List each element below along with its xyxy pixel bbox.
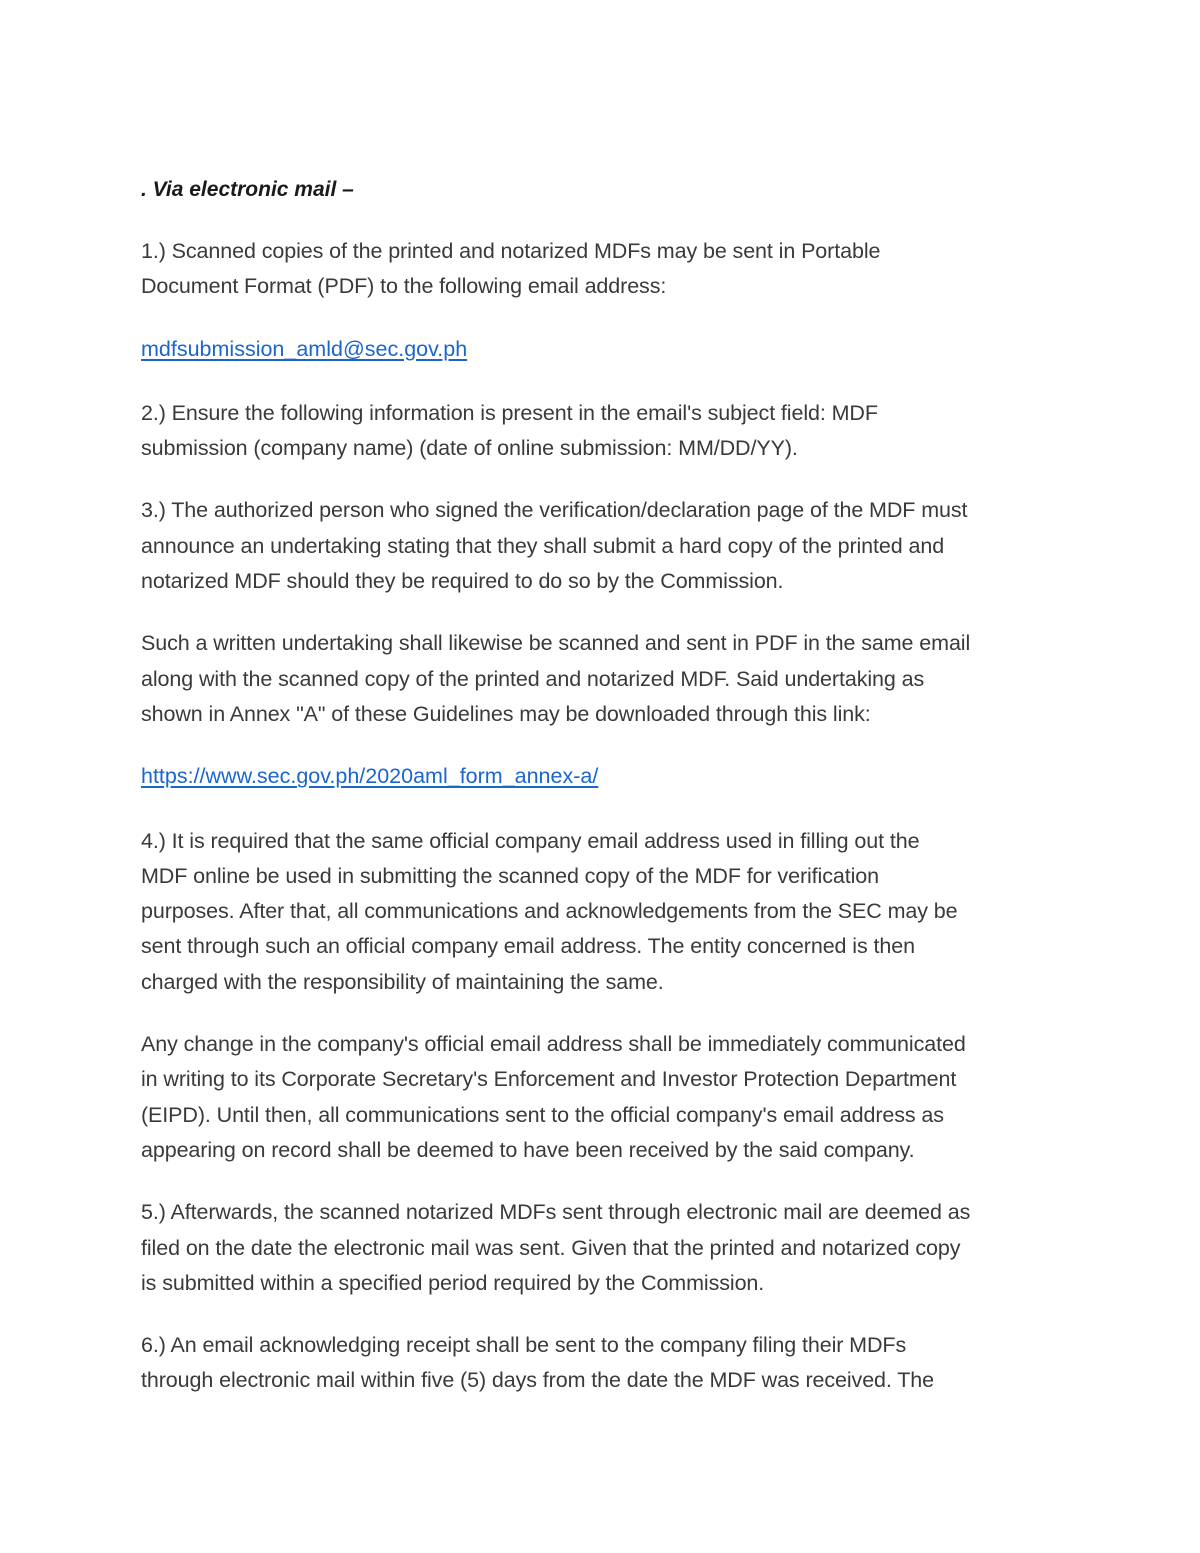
email-address-link[interactable]: mdfsubmission_amld@sec.gov.ph [141, 336, 468, 361]
paragraph-step-6: 6.) An email acknowledging receipt shall be sent to the company filing their MDFs through electronic mail within five (5) days from the date the MDF was received. The [141, 1333, 935, 1393]
section-heading: . Via electronic mail – [141, 178, 354, 201]
paragraph-step-4: 4.) It is required that the same official company email address used in filling out the MDF online be used in submitting the scanned copy of the MDF for verification purposes. After that, all communications and acknowledgements from the SEC may be sent through such an official company email address. The entity concerned is then charged with the responsibility of maintaining the same. [141, 828, 958, 994]
paragraph-step-2: 2.) Ensure the following information is present in the email's subject field: MDF submission (company name) (date of online submission: MM/DD/YY). [141, 400, 878, 461]
paragraph-undertaking: Such a written undertaking shall likewise be scanned and sent in PDF in the same email along with the scanned copy of the printed and notarized MDF. Said undertaking as shown in Annex "A" of these Guidelines may be downloaded through this link: [141, 631, 971, 726]
paragraph-email-change: Any change in the company's official email address shall be immediately communicated in writing to its Corporate Secretary's Enforcement and Investor Protection Department (EIPD). Until then, all communications sent to the official company's email address as appearing on record shall be deemed to have been received by the said company. [141, 1032, 966, 1162]
paragraph-step-1: 1.) Scanned copies of the printed and notarized MDFs may be sent in Portable Document Format (PDF) to the following email address: [141, 239, 881, 299]
paragraph-step-3: 3.) The authorized person who signed the verification/declaration page of the MDF must announce an undertaking stating that they shall submit a hard copy of the printed and notarized MDF should they be required to do so by the Commission. [141, 498, 968, 594]
annex-link-container [141, 759, 1071, 796]
email-link-container [141, 332, 1071, 369]
paragraph-step-5: 5.) Afterwards, the scanned notarized MDFs sent through electronic mail are deemed as filed on the date the electronic mail was sent. Given that the printed and notarized copy is submitted within a specified period required by the Commission. [141, 1200, 971, 1295]
annex-a-link[interactable]: https://www.sec.gov.ph/2020aml_form_annex-a/ [141, 764, 599, 789]
document-page [141, 172, 1071, 1426]
